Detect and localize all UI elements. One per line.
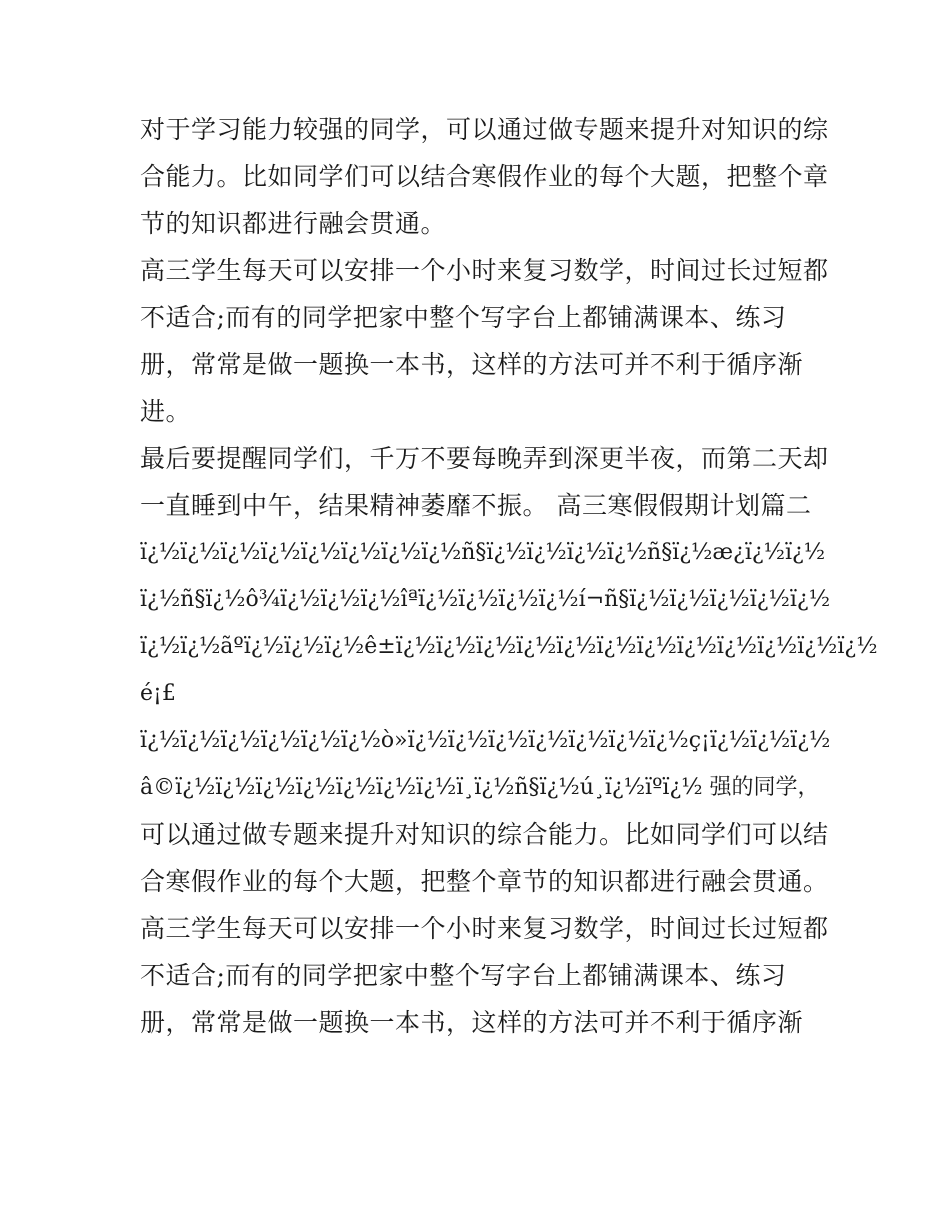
- text-line: 册，常常是做一题换一本书，这样的方法可并不利于循序渐: [140, 1008, 804, 1037]
- garbled-text-line: ï¿½ñ§ï¿½ô¾ï¿½ï¿½ï¿½îªï¿½ï¿½ï¿½ï¿½í¬ñ§ï¿½ï¿½ï¿½ï¿½ï¿½: [140, 587, 831, 612]
- text-line: 不适合;而有的同学把家中整个写字台上都铺满课本、练习: [140, 303, 787, 332]
- text-line: 可以通过做专题来提升对知识的综合能力。比如同学们可以结: [140, 820, 829, 849]
- text-line: 节的知识都进行融会贯通。: [140, 209, 447, 238]
- text-line: 进。: [140, 397, 192, 426]
- text-line: 最后要提醒同学们，千万不要每晚弄到深更半夜，而第二天却: [140, 444, 829, 473]
- garbled-text-line: é¡£: [140, 681, 176, 706]
- text-line: 合能力。比如同学们可以结合寒假作业的每个大题，把整个章: [140, 162, 829, 191]
- text-line: 高三学生每天可以安排一个小时来复习数学，时间过长过短都: [140, 914, 829, 943]
- garbled-text-line: ï¿½ï¿½ãºï¿½ï¿½ï¿½ê±ï¿½ï¿½ï¿½ï¿½ï¿½ï¿½ï¿½ï¿½ï¿½ï¿½ï¿½ï¿½: [140, 634, 878, 659]
- document-body: [140, 106, 878, 1046]
- text-line: 册，常常是做一题换一本书，这样的方法可并不利于循序渐: [140, 350, 804, 379]
- text-line: 对于学习能力较强的同学，可以通过做专题来提升对知识的综: [140, 115, 829, 144]
- text-line: 一直睡到中午，结果精神萎靡不振。 高三寒假假期计划篇二: [140, 491, 812, 520]
- garbled-text-line: â©ï¿½ï¿½ï¿½ï¿½ï¿½ï¿½ï¿½ï¸ï¿½ñ§ï¿½ú¸ï¿½ïºï¿½ 强的同学，: [140, 775, 820, 800]
- text-line: 合寒假作业的每个大题，把整个章节的知识都进行融会贯通。: [140, 867, 829, 896]
- text-line: 不适合;而有的同学把家中整个写字台上都铺满课本、练习: [140, 961, 787, 990]
- garbled-text-line: ï¿½ï¿½ï¿½ï¿½ï¿½ï¿½ò»ï¿½ï¿½ï¿½ï¿½ï¿½ï¿½ï¿½ç¡ï¿½ï¿½ï¿½: [140, 728, 831, 753]
- text-line: 高三学生每天可以安排一个小时来复习数学，时间过长过短都: [140, 256, 829, 285]
- garbled-text-line: ï¿½ï¿½ï¿½ï¿½ï¿½ï¿½ï¿½ï¿½ñ§ï¿½ï¿½ï¿½ï¿½ñ§ï¿½æ¿ï¿½ï¿½: [140, 540, 826, 565]
